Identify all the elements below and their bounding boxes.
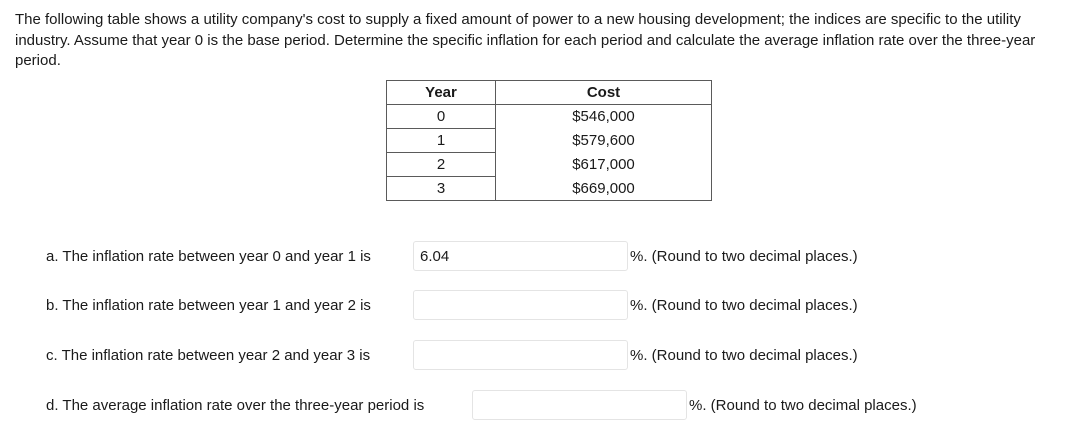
answer-b-input[interactable] [413, 290, 628, 320]
table-row [387, 105, 712, 129]
answer-a-input[interactable] [413, 241, 628, 271]
table-row [387, 177, 712, 201]
cost-cell: $546,000 [572, 108, 635, 126]
year-cell: 1 [387, 129, 496, 153]
year-cell: 2 [387, 153, 496, 177]
answer-c-input[interactable] [413, 340, 628, 370]
cost-cell: $579,600 [572, 132, 635, 149]
question-a-prompt: a. The inflation rate between year 0 and year 1 is [46, 248, 371, 265]
answer-b-suffix: %. (Round to two decimal places.) [630, 297, 858, 314]
question-b-prompt: b. The inflation rate between year 1 and year 2 is [46, 297, 371, 314]
answer-d-suffix: %. (Round to two decimal places.) [689, 397, 917, 414]
year-cell: 0 [387, 105, 496, 129]
question-c-prompt: c. The inflation rate between year 2 and year 3 is [46, 347, 371, 364]
cost-cell: $669,000 [572, 179, 635, 197]
cost-cell: $617,000 [572, 156, 635, 173]
year-cell: 3 [387, 177, 496, 201]
question-d-prompt: d. The average inflation rate over the three-year period is [46, 397, 425, 414]
table-row [387, 153, 712, 177]
answer-c-suffix: %. (Round to two decimal places.) [630, 347, 858, 364]
answer-a-suffix: %. (Round to two decimal places.) [630, 248, 858, 265]
table-row [387, 129, 712, 153]
problem-statement: The following table shows a utility company's cost to supply a fixed amount of power to a new housing development; the indices are specific to the utility industry. Assume that year 0 is the base period. Determine the specific inflation for each period and calculate the average inflation rate over the three-year period. [15, 11, 1036, 69]
cost-table [386, 80, 712, 201]
year-column-header: Year [387, 81, 496, 105]
table-header-row [387, 81, 712, 105]
cost-column-header: Cost [496, 81, 712, 105]
answer-d-input[interactable] [472, 390, 687, 420]
